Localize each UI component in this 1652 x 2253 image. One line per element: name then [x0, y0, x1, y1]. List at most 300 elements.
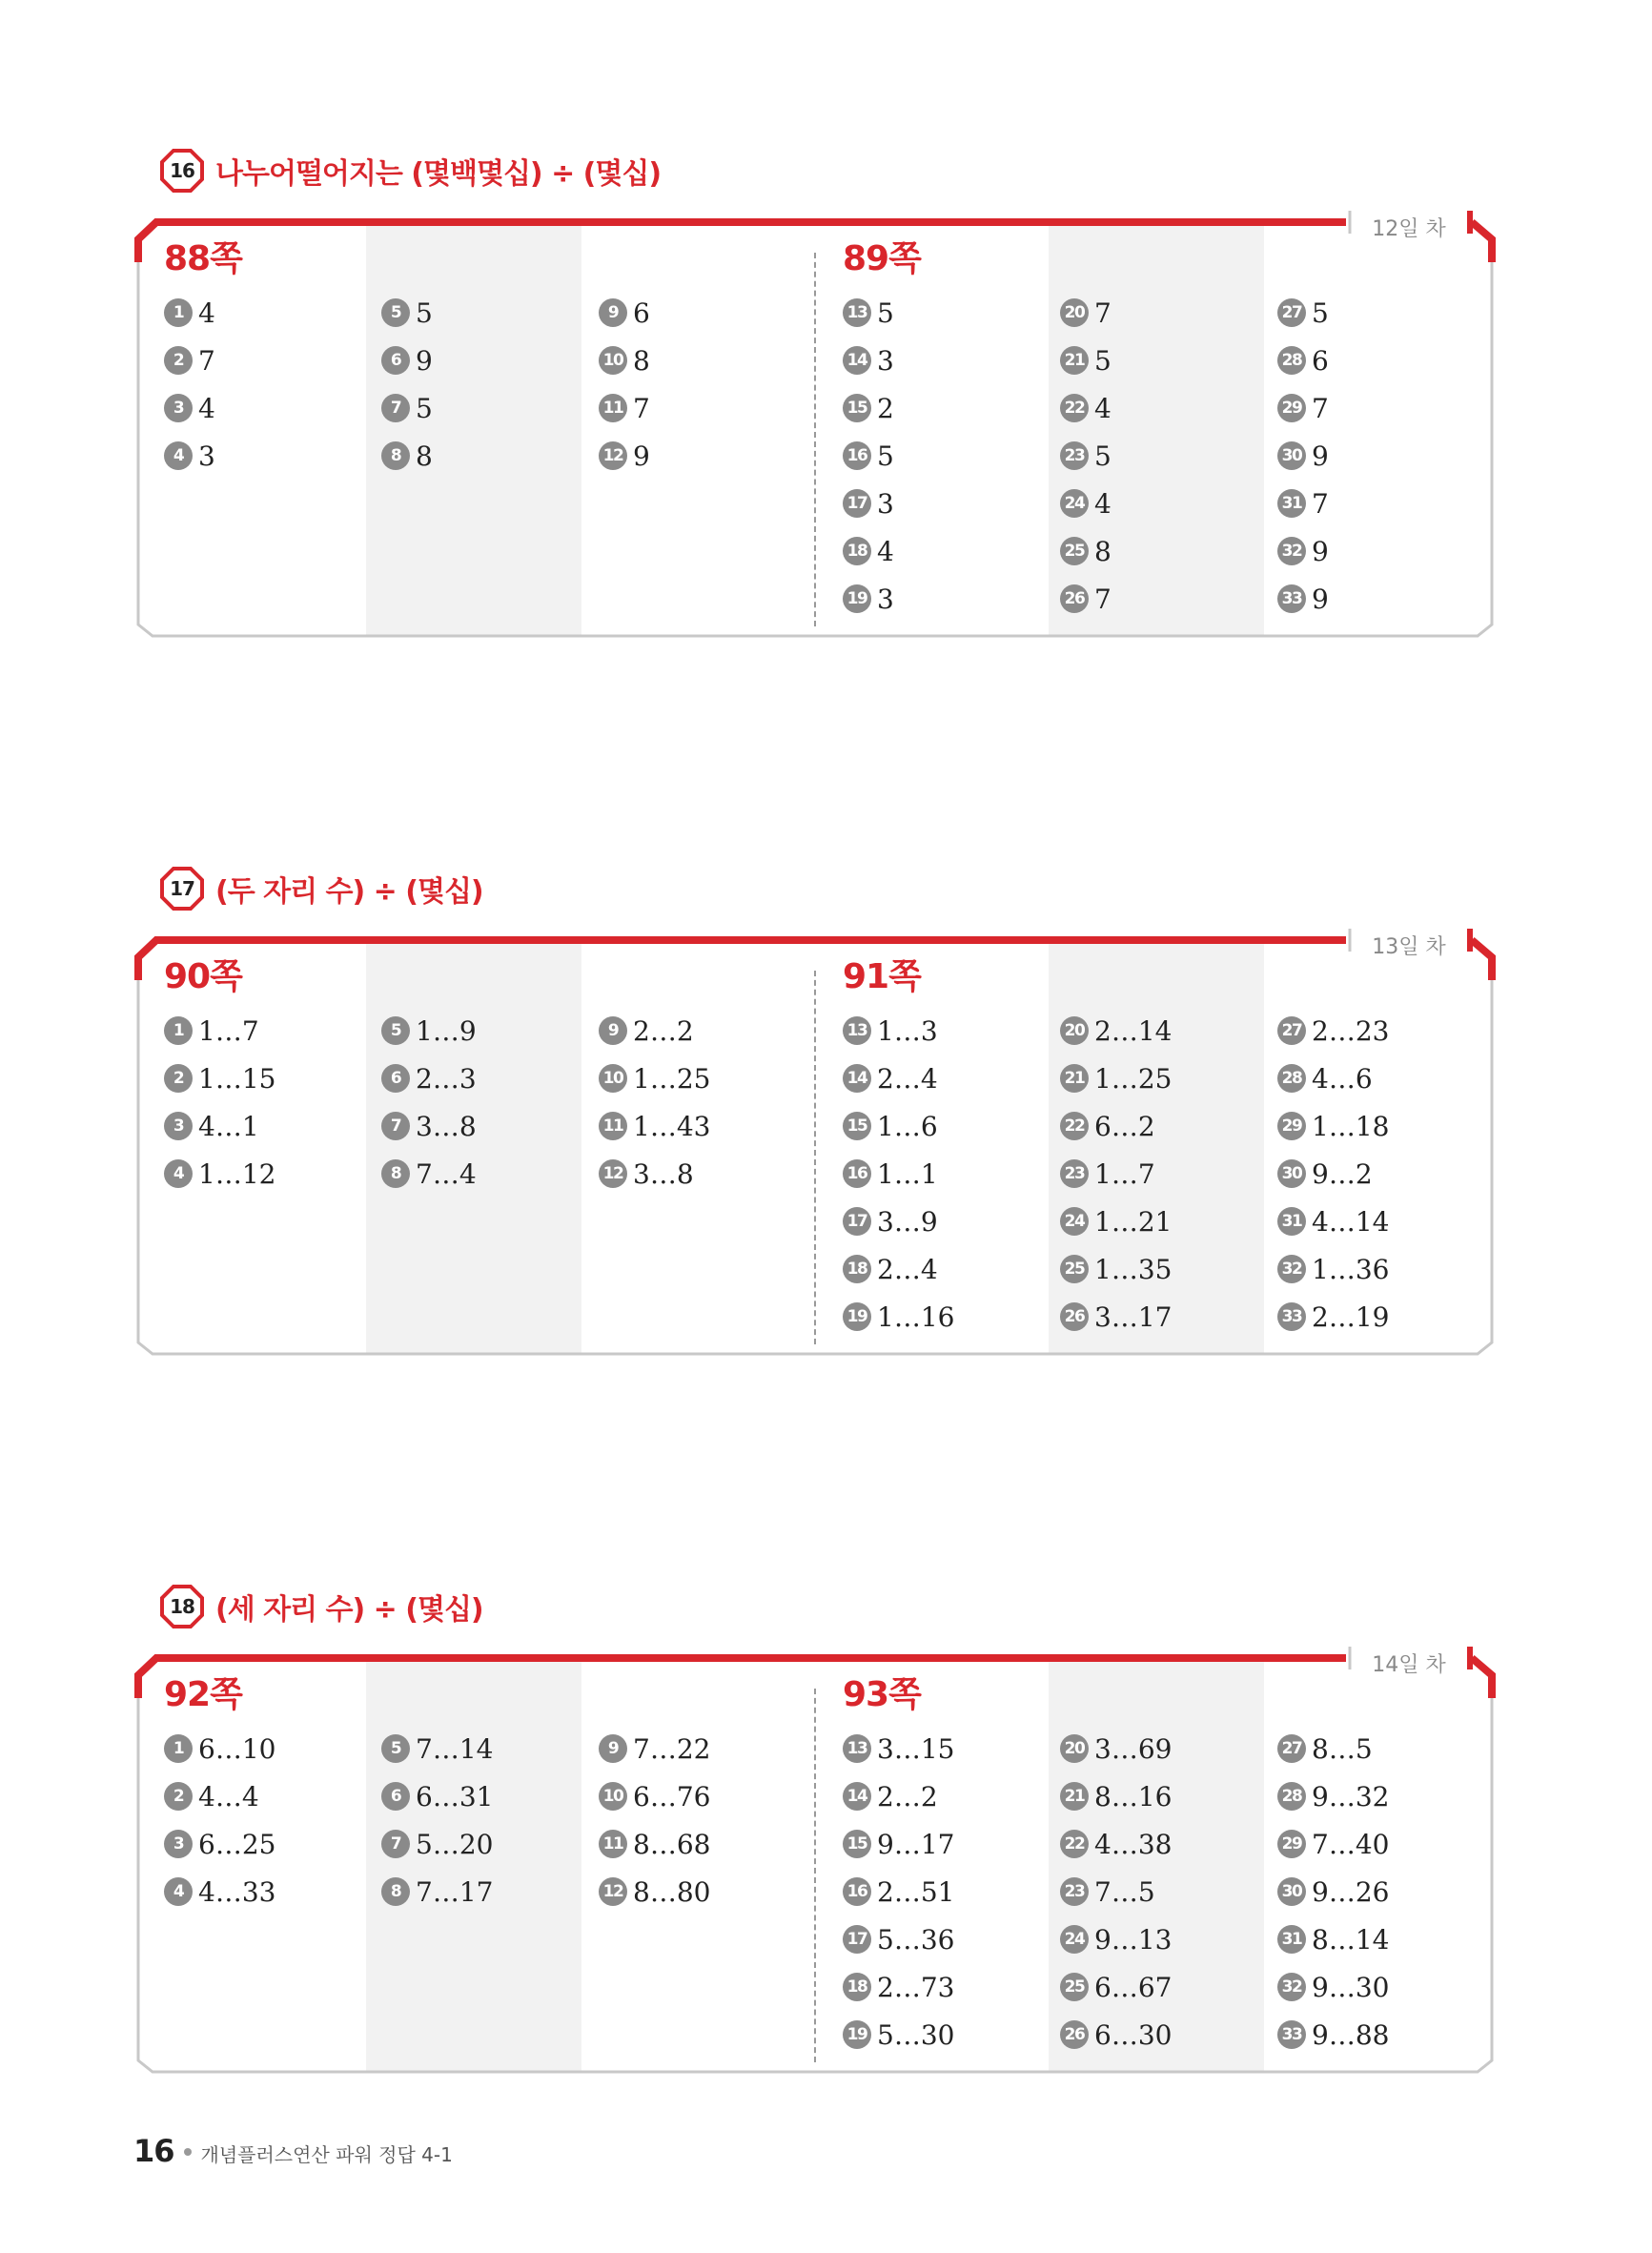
answer-item	[164, 1868, 275, 1915]
problem-number-badge: 4	[164, 441, 193, 470]
problem-number-badge: 26	[1060, 584, 1089, 613]
answer-item	[1060, 1007, 1172, 1055]
answer-item	[1277, 1007, 1389, 1055]
answer-item	[381, 337, 433, 384]
answer-item	[599, 1007, 710, 1055]
answer-value: 7	[1094, 583, 1112, 615]
answer-item	[1277, 2011, 1389, 2058]
answer-value: 6…76	[633, 1780, 711, 1813]
section-number: 16	[170, 159, 194, 182]
problem-number-badge: 16	[843, 441, 871, 470]
answer-item	[1060, 1915, 1172, 1963]
problem-number-badge: 14	[843, 346, 871, 375]
answer-item	[381, 384, 433, 432]
problem-number-badge: 5	[381, 1016, 410, 1045]
answer-value: 4	[1094, 487, 1112, 520]
answer-item	[1277, 1055, 1389, 1102]
answer-item	[1277, 1868, 1389, 1915]
answer-value: 1…6	[877, 1110, 938, 1142]
answer-section	[0, 866, 1652, 1362]
answer-item	[1277, 1772, 1389, 1820]
problem-number-badge: 8	[381, 441, 410, 470]
answer-value: 3	[198, 440, 215, 472]
answer-value: 7	[1312, 392, 1329, 424]
problem-number-badge: 6	[381, 346, 410, 375]
problem-number-badge: 9	[599, 1734, 627, 1763]
answer-value: 1…1	[877, 1157, 938, 1190]
problem-number-badge: 14	[843, 1782, 871, 1811]
answer-value: 3	[877, 487, 894, 520]
answer-column	[1060, 1725, 1172, 2058]
answer-item	[381, 289, 433, 337]
answer-value: 8…5	[1312, 1732, 1373, 1765]
section-header	[160, 866, 483, 911]
answer-item	[1277, 1293, 1389, 1341]
problem-number-badge: 25	[1060, 1973, 1089, 2001]
answer-item	[1277, 337, 1329, 384]
answer-item	[1060, 289, 1112, 337]
half-divider	[814, 253, 816, 626]
answer-item	[1277, 527, 1329, 575]
answer-value: 2…19	[1312, 1301, 1390, 1333]
answer-value: 2…23	[1312, 1014, 1390, 1047]
answer-value: 1…25	[633, 1062, 711, 1095]
answer-value: 3…8	[416, 1110, 477, 1142]
answer-item	[1060, 1725, 1172, 1772]
problem-number-badge: 16	[843, 1159, 871, 1188]
answer-item	[1277, 384, 1329, 432]
answer-item	[1060, 432, 1112, 480]
problem-number-badge: 25	[1060, 1255, 1089, 1283]
problem-number-badge: 1	[164, 1734, 193, 1763]
problem-number-badge: 5	[381, 298, 410, 327]
problem-number-badge: 25	[1060, 537, 1089, 565]
answer-value: 8…16	[1094, 1780, 1173, 1813]
answer-value: 4…14	[1312, 1205, 1390, 1238]
answer-value: 6…67	[1094, 1971, 1173, 2003]
answer-value: 9…88	[1312, 2018, 1390, 2051]
answer-item	[1060, 1102, 1172, 1150]
answer-item	[1277, 1198, 1389, 1245]
page-label-right: 91쪽	[843, 957, 921, 996]
answer-value: 1…18	[1312, 1110, 1390, 1142]
answer-item	[843, 1915, 954, 1963]
answer-value: 4…33	[198, 1875, 276, 1908]
answer-column	[381, 1725, 493, 1915]
problem-number-badge: 11	[599, 394, 627, 422]
answer-value: 2	[877, 392, 894, 424]
answer-column	[1277, 1725, 1389, 2058]
answer-value: 7	[1094, 297, 1112, 329]
problem-number-badge: 7	[381, 1830, 410, 1858]
answer-value: 1…15	[198, 1062, 276, 1095]
problem-number-badge: 5	[381, 1734, 410, 1763]
answer-value: 1…35	[1094, 1253, 1173, 1285]
problem-number-badge: 30	[1277, 441, 1306, 470]
problem-number-badge: 3	[164, 1112, 193, 1140]
answer-value: 7…14	[416, 1732, 494, 1765]
answer-value: 4…38	[1094, 1828, 1173, 1860]
answer-item	[381, 1055, 477, 1102]
problem-number-badge: 30	[1277, 1877, 1306, 1906]
section-number-badge	[160, 867, 204, 911]
answer-value: 5	[416, 392, 433, 424]
answer-item	[1060, 1055, 1172, 1102]
answer-column	[1060, 1007, 1172, 1341]
answer-value: 2…73	[877, 1971, 955, 2003]
answer-value: 2…51	[877, 1875, 955, 1908]
answer-value: 2…3	[416, 1062, 477, 1095]
answer-item	[843, 1725, 954, 1772]
section-header	[160, 1584, 483, 1629]
answer-value: 1…12	[198, 1157, 276, 1190]
answer-item	[1277, 1915, 1389, 1963]
answer-box	[132, 205, 1504, 642]
answer-column	[1277, 289, 1329, 623]
answer-value: 6…2	[1094, 1110, 1155, 1142]
answer-item	[599, 1150, 710, 1198]
answer-column	[843, 289, 894, 623]
day-label: 14일 차	[1354, 1649, 1464, 1678]
answer-value: 1…36	[1312, 1253, 1390, 1285]
answer-item	[164, 1055, 275, 1102]
problem-number-badge: 32	[1277, 1973, 1306, 2001]
answer-value: 1…25	[1094, 1062, 1173, 1095]
answer-item	[843, 575, 894, 623]
problem-number-badge: 23	[1060, 1877, 1089, 1906]
answer-item	[1277, 1245, 1389, 1293]
answer-value: 1…21	[1094, 1205, 1173, 1238]
problem-number-badge: 12	[599, 1877, 627, 1906]
answer-value: 5…20	[416, 1828, 494, 1860]
problem-number-badge: 24	[1060, 1925, 1089, 1954]
answer-item	[381, 1150, 477, 1198]
answer-value: 7	[1312, 487, 1329, 520]
problem-number-badge: 21	[1060, 1782, 1089, 1811]
problem-number-badge: 23	[1060, 1159, 1089, 1188]
problem-number-badge: 22	[1060, 394, 1089, 422]
answer-column	[599, 289, 650, 480]
answer-value: 9…30	[1312, 1971, 1390, 2003]
answer-item	[164, 1007, 275, 1055]
answer-value: 8	[633, 344, 650, 377]
problem-number-badge: 3	[164, 394, 193, 422]
answer-item	[599, 1725, 710, 1772]
answer-item	[164, 1772, 275, 1820]
answer-item	[599, 1820, 710, 1868]
answer-column	[164, 1007, 275, 1198]
footer-page-number: 16	[133, 2133, 174, 2169]
problem-number-badge: 18	[843, 1255, 871, 1283]
problem-number-badge: 33	[1277, 584, 1306, 613]
problem-number-badge: 27	[1277, 298, 1306, 327]
problem-number-badge: 19	[843, 584, 871, 613]
problem-number-badge: 6	[381, 1064, 410, 1093]
answer-item	[164, 289, 215, 337]
section-number-badge	[160, 1585, 204, 1628]
footer-bullet	[184, 2148, 192, 2156]
answer-item	[843, 1293, 954, 1341]
answer-item	[599, 1868, 710, 1915]
problem-number-badge: 20	[1060, 298, 1089, 327]
answer-value: 4…1	[198, 1110, 259, 1142]
answer-value: 5	[1094, 344, 1112, 377]
answer-value: 9	[1312, 583, 1329, 615]
answer-value: 8…68	[633, 1828, 711, 1860]
answer-value: 3…8	[633, 1157, 694, 1190]
problem-number-badge: 2	[164, 346, 193, 375]
answer-value: 6…30	[1094, 2018, 1173, 2051]
answer-item	[843, 1963, 954, 2011]
problem-number-badge: 29	[1277, 1112, 1306, 1140]
problem-number-badge: 15	[843, 1830, 871, 1858]
problem-number-badge: 14	[843, 1064, 871, 1093]
problem-number-badge: 32	[1277, 1255, 1306, 1283]
answer-item	[164, 1820, 275, 1868]
answer-item	[1277, 575, 1329, 623]
answer-value: 9…32	[1312, 1780, 1390, 1813]
problem-number-badge: 16	[843, 1877, 871, 1906]
problem-number-badge: 10	[599, 1064, 627, 1093]
half-divider	[814, 1689, 816, 2062]
answer-value: 7	[633, 392, 650, 424]
problem-number-badge: 30	[1277, 1159, 1306, 1188]
answer-item	[1060, 337, 1112, 384]
problem-number-badge: 32	[1277, 537, 1306, 565]
answer-value: 3…15	[877, 1732, 955, 1765]
answer-column	[843, 1725, 954, 2058]
problem-number-badge: 27	[1277, 1016, 1306, 1045]
answer-item	[1060, 1868, 1172, 1915]
answer-item	[843, 1245, 954, 1293]
answer-value: 6	[633, 297, 650, 329]
day-label: 13일 차	[1354, 931, 1464, 960]
answer-item	[843, 1007, 954, 1055]
answer-item	[164, 432, 215, 480]
problem-number-badge: 11	[599, 1112, 627, 1140]
answer-item	[843, 1820, 954, 1868]
problem-number-badge: 8	[381, 1159, 410, 1188]
problem-number-badge: 13	[843, 1734, 871, 1763]
answer-value: 7…17	[416, 1875, 494, 1908]
section-number: 17	[170, 877, 194, 900]
answer-item	[164, 1102, 275, 1150]
problem-number-badge: 31	[1277, 1207, 1306, 1236]
answer-item	[843, 432, 894, 480]
problem-number-badge: 9	[599, 298, 627, 327]
answer-item	[843, 1198, 954, 1245]
answer-item	[843, 1868, 954, 1915]
answer-value: 2…2	[877, 1780, 938, 1813]
answer-item	[381, 1772, 493, 1820]
answer-item	[843, 1150, 954, 1198]
problem-number-badge: 4	[164, 1877, 193, 1906]
page-label-right: 89쪽	[843, 239, 921, 278]
problem-number-badge: 19	[843, 2020, 871, 2049]
problem-number-badge: 18	[843, 537, 871, 565]
footer-book-title: 개념플러스연산 파워 정답 4-1	[200, 2143, 453, 2166]
answer-item	[1277, 289, 1329, 337]
answer-value: 4	[877, 535, 894, 567]
answer-item	[599, 289, 650, 337]
answer-value: 3…17	[1094, 1301, 1173, 1333]
answer-item	[843, 1102, 954, 1150]
answer-item	[1277, 480, 1329, 527]
answer-value: 9…17	[877, 1828, 955, 1860]
problem-number-badge: 18	[843, 1973, 871, 2001]
answer-item	[381, 1007, 477, 1055]
answer-column	[599, 1007, 710, 1198]
answer-box	[132, 1641, 1504, 2078]
answer-value: 3	[877, 344, 894, 377]
problem-number-badge: 12	[599, 441, 627, 470]
problem-number-badge: 21	[1060, 346, 1089, 375]
problem-number-badge: 23	[1060, 441, 1089, 470]
answer-value: 4	[198, 297, 215, 329]
problem-number-badge: 26	[1060, 2020, 1089, 2049]
section-number-badge	[160, 149, 204, 193]
page-label-left: 90쪽	[164, 957, 242, 996]
problem-number-badge: 28	[1277, 1064, 1306, 1093]
answer-item	[1060, 1772, 1172, 1820]
problem-number-badge: 22	[1060, 1112, 1089, 1140]
answer-item	[843, 2011, 954, 2058]
answer-item	[1060, 480, 1112, 527]
answer-column	[1277, 1007, 1389, 1341]
answer-item	[1060, 1245, 1172, 1293]
problem-number-badge: 20	[1060, 1734, 1089, 1763]
problem-number-badge: 28	[1277, 1782, 1306, 1811]
answer-item	[1060, 1150, 1172, 1198]
answer-value: 1…7	[1094, 1157, 1155, 1190]
answer-value: 5	[877, 440, 894, 472]
answer-value: 5	[1312, 297, 1329, 329]
problem-number-badge: 15	[843, 394, 871, 422]
problem-number-badge: 26	[1060, 1302, 1089, 1331]
problem-number-badge: 2	[164, 1064, 193, 1093]
answer-value: 5…30	[877, 2018, 955, 2051]
answer-value: 9	[416, 344, 433, 377]
answer-value: 3…69	[1094, 1732, 1173, 1765]
answer-item	[1060, 1198, 1172, 1245]
answer-item	[1277, 1102, 1389, 1150]
answer-value: 6…31	[416, 1780, 494, 1813]
answer-value: 6…25	[198, 1828, 276, 1860]
answer-value: 9	[1312, 440, 1329, 472]
answer-item	[381, 432, 433, 480]
problem-number-badge: 13	[843, 1016, 871, 1045]
answer-item	[1277, 1820, 1389, 1868]
problem-number-badge: 6	[381, 1782, 410, 1811]
answer-value: 2…14	[1094, 1014, 1173, 1047]
answer-value: 8…80	[633, 1875, 711, 1908]
answer-value: 9…13	[1094, 1923, 1173, 1956]
answer-value: 9…26	[1312, 1875, 1390, 1908]
answer-item	[843, 1772, 954, 1820]
answer-section	[0, 1584, 1652, 2079]
problem-number-badge: 29	[1277, 1830, 1306, 1858]
section-title: (두 자리 수) ÷ (몇십)	[215, 875, 483, 909]
answer-value: 1…3	[877, 1014, 938, 1047]
answer-item	[599, 384, 650, 432]
section-title: 나누어떨어지는 (몇백몇십) ÷ (몇십)	[215, 157, 662, 191]
answer-column	[164, 289, 215, 480]
answer-column	[381, 289, 433, 480]
answer-value: 4	[198, 392, 215, 424]
page-label-right: 93쪽	[843, 1675, 921, 1714]
problem-number-badge: 11	[599, 1830, 627, 1858]
answer-item	[599, 1055, 710, 1102]
problem-number-badge: 10	[599, 1782, 627, 1811]
answer-item	[1060, 575, 1112, 623]
answer-item	[843, 337, 894, 384]
answer-column	[164, 1725, 275, 1915]
problem-number-badge: 3	[164, 1830, 193, 1858]
answer-item	[599, 1772, 710, 1820]
answer-box	[132, 923, 1504, 1360]
answer-value: 2…4	[877, 1062, 938, 1095]
answer-item	[164, 337, 215, 384]
answer-column	[381, 1007, 477, 1198]
problem-number-badge: 13	[843, 298, 871, 327]
problem-number-badge: 28	[1277, 346, 1306, 375]
page-label-left: 92쪽	[164, 1675, 242, 1714]
answer-item	[381, 1102, 477, 1150]
problem-number-badge: 9	[599, 1016, 627, 1045]
problem-number-badge: 19	[843, 1302, 871, 1331]
problem-number-badge: 17	[843, 489, 871, 518]
problem-number-badge: 20	[1060, 1016, 1089, 1045]
problem-number-badge: 31	[1277, 489, 1306, 518]
problem-number-badge: 17	[843, 1207, 871, 1236]
answer-value: 3…9	[877, 1205, 938, 1238]
answer-column	[843, 1007, 954, 1341]
answer-item	[843, 384, 894, 432]
answer-value: 9…2	[1312, 1157, 1373, 1190]
answer-value: 1…9	[416, 1014, 477, 1047]
answer-item	[843, 1055, 954, 1102]
answer-item	[843, 480, 894, 527]
section-title: (세 자리 수) ÷ (몇십)	[215, 1593, 483, 1627]
problem-number-badge: 8	[381, 1877, 410, 1906]
problem-number-badge: 31	[1277, 1925, 1306, 1954]
problem-number-badge: 27	[1277, 1734, 1306, 1763]
answer-item	[599, 1102, 710, 1150]
problem-number-badge: 29	[1277, 394, 1306, 422]
answer-value: 9	[1312, 535, 1329, 567]
problem-number-badge: 21	[1060, 1064, 1089, 1093]
page-footer	[133, 2133, 453, 2169]
answer-item	[164, 384, 215, 432]
answer-value: 9	[633, 440, 650, 472]
problem-number-badge: 1	[164, 298, 193, 327]
half-divider	[814, 971, 816, 1344]
answer-value: 7…5	[1094, 1875, 1155, 1908]
answer-item	[1060, 1963, 1172, 2011]
answer-value: 8	[1094, 535, 1112, 567]
problem-number-badge: 7	[381, 394, 410, 422]
answer-value: 5	[416, 297, 433, 329]
answer-item	[1060, 1293, 1172, 1341]
problem-number-badge: 2	[164, 1782, 193, 1811]
answer-value: 1…43	[633, 1110, 711, 1142]
answer-item	[1277, 432, 1329, 480]
answer-item	[843, 289, 894, 337]
problem-number-badge: 1	[164, 1016, 193, 1045]
problem-number-badge: 10	[599, 346, 627, 375]
answer-item	[1060, 527, 1112, 575]
problem-number-badge: 33	[1277, 2020, 1306, 2049]
